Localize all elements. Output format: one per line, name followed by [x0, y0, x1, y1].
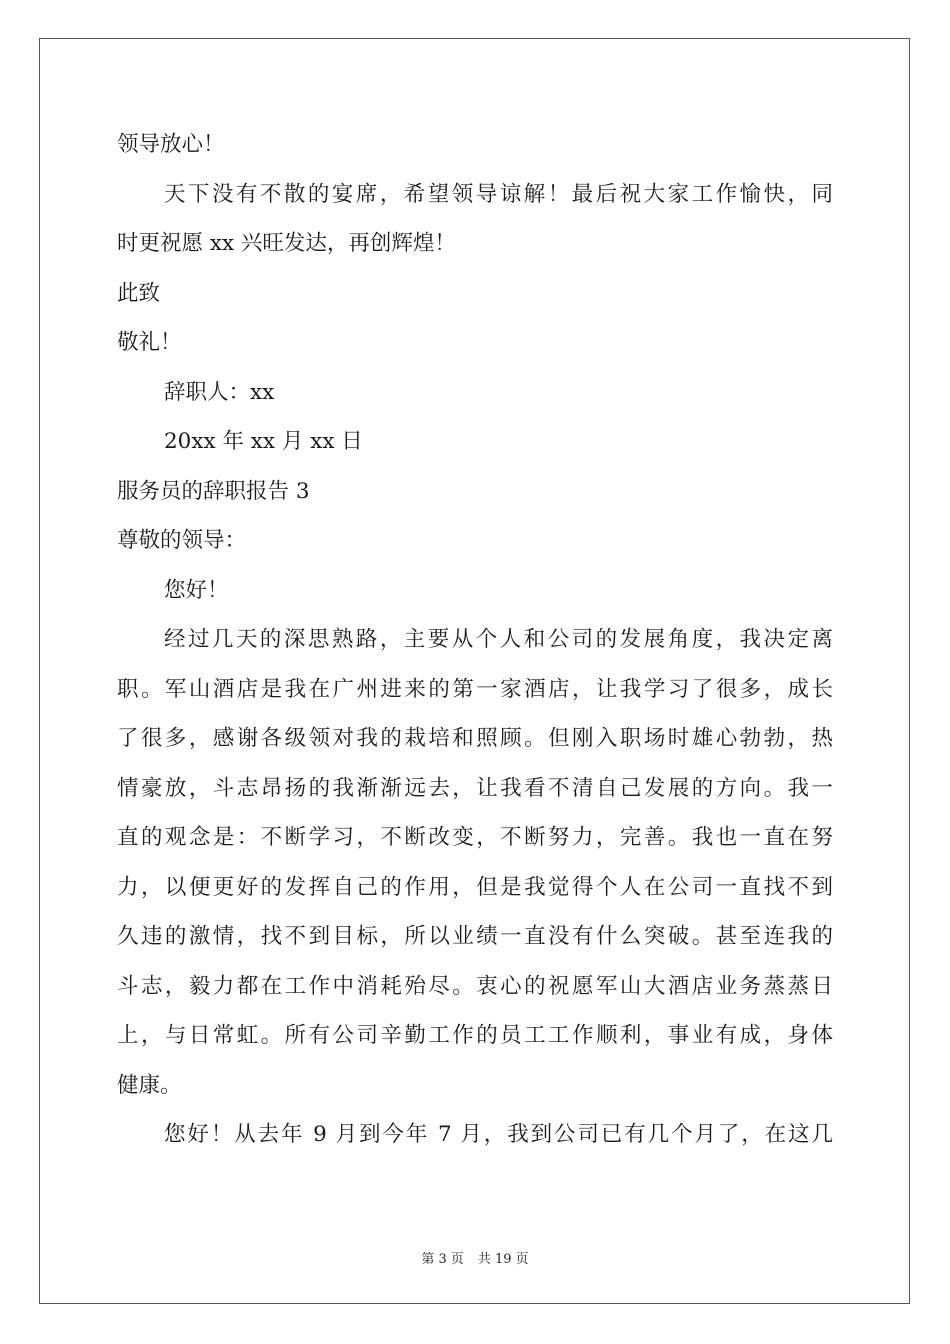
text-line: 领导放心！ — [117, 132, 225, 157]
text-line: 情豪放，斗志昂扬的我渐渐远去，让我看不清自己发展的方向。我一 — [117, 775, 833, 801]
text-line: 健康。 — [117, 1072, 182, 1098]
text-line: 直的观念是：不断学习，不断改变，不断努力，完善。我也一直在努 — [117, 825, 833, 850]
signer-line: 辞职人：xx — [164, 379, 275, 405]
text-line: 力，以便更好的发挥自己的作用，但是我觉得个人在公司一直找不到 — [117, 874, 833, 900]
paragraph-closing-wishes — [117, 170, 833, 269]
page-total: 共 19 页 — [477, 1252, 529, 1267]
salutation: 尊敬的领导： — [117, 528, 247, 553]
paragraph-continuation — [117, 1110, 833, 1160]
page-number: 第 3 页 — [421, 1252, 464, 1267]
paragraph-resignation-reason — [117, 615, 833, 1110]
section-title: 服务员的辞职报告 3 — [117, 478, 310, 504]
text-line: 天下没有不散的宴席，希望领导谅解！最后祝大家工作愉快，同 — [164, 181, 833, 207]
greeting: 您好！ — [164, 577, 229, 603]
text-line: 上，与日常虹。所有公司辛勤工作的员工工作顺利，事业有成，身体 — [117, 1023, 833, 1048]
date-line: 20xx 年 xx 月 xx 日 — [164, 429, 363, 454]
text-line: 时更祝愿 xx 兴旺发达，再创辉煌！ — [117, 231, 456, 256]
document-body — [117, 120, 833, 1160]
text-line: 职。军山酒店是我在广州进来的第一家酒店，让我学习了很多，成长 — [117, 676, 833, 702]
closing-phrase: 此致 — [117, 280, 161, 306]
text-line: 斗志，毅力都在工作中消耗殆尽。衷心的祝愿军山大酒店业务蒸蒸日 — [117, 973, 833, 999]
text-line: 久违的激情，找不到目标，所以业绩一直没有什么突破。甚至连我的 — [117, 924, 833, 949]
text-line: 您好！从去年 9 月到今年 7 月，我到公司已有几个月了，在这几 — [164, 1122, 833, 1147]
text-line: 了很多，感谢各级领对我的栽培和照顾。但刚入职场时雄心勃勃，热 — [117, 726, 833, 751]
text-line: 经过几天的深思熟路，主要从个人和公司的发展角度，我决定离 — [164, 627, 833, 652]
closing-salute: 敬礼！ — [117, 330, 182, 355]
page-footer — [0, 1248, 950, 1267]
